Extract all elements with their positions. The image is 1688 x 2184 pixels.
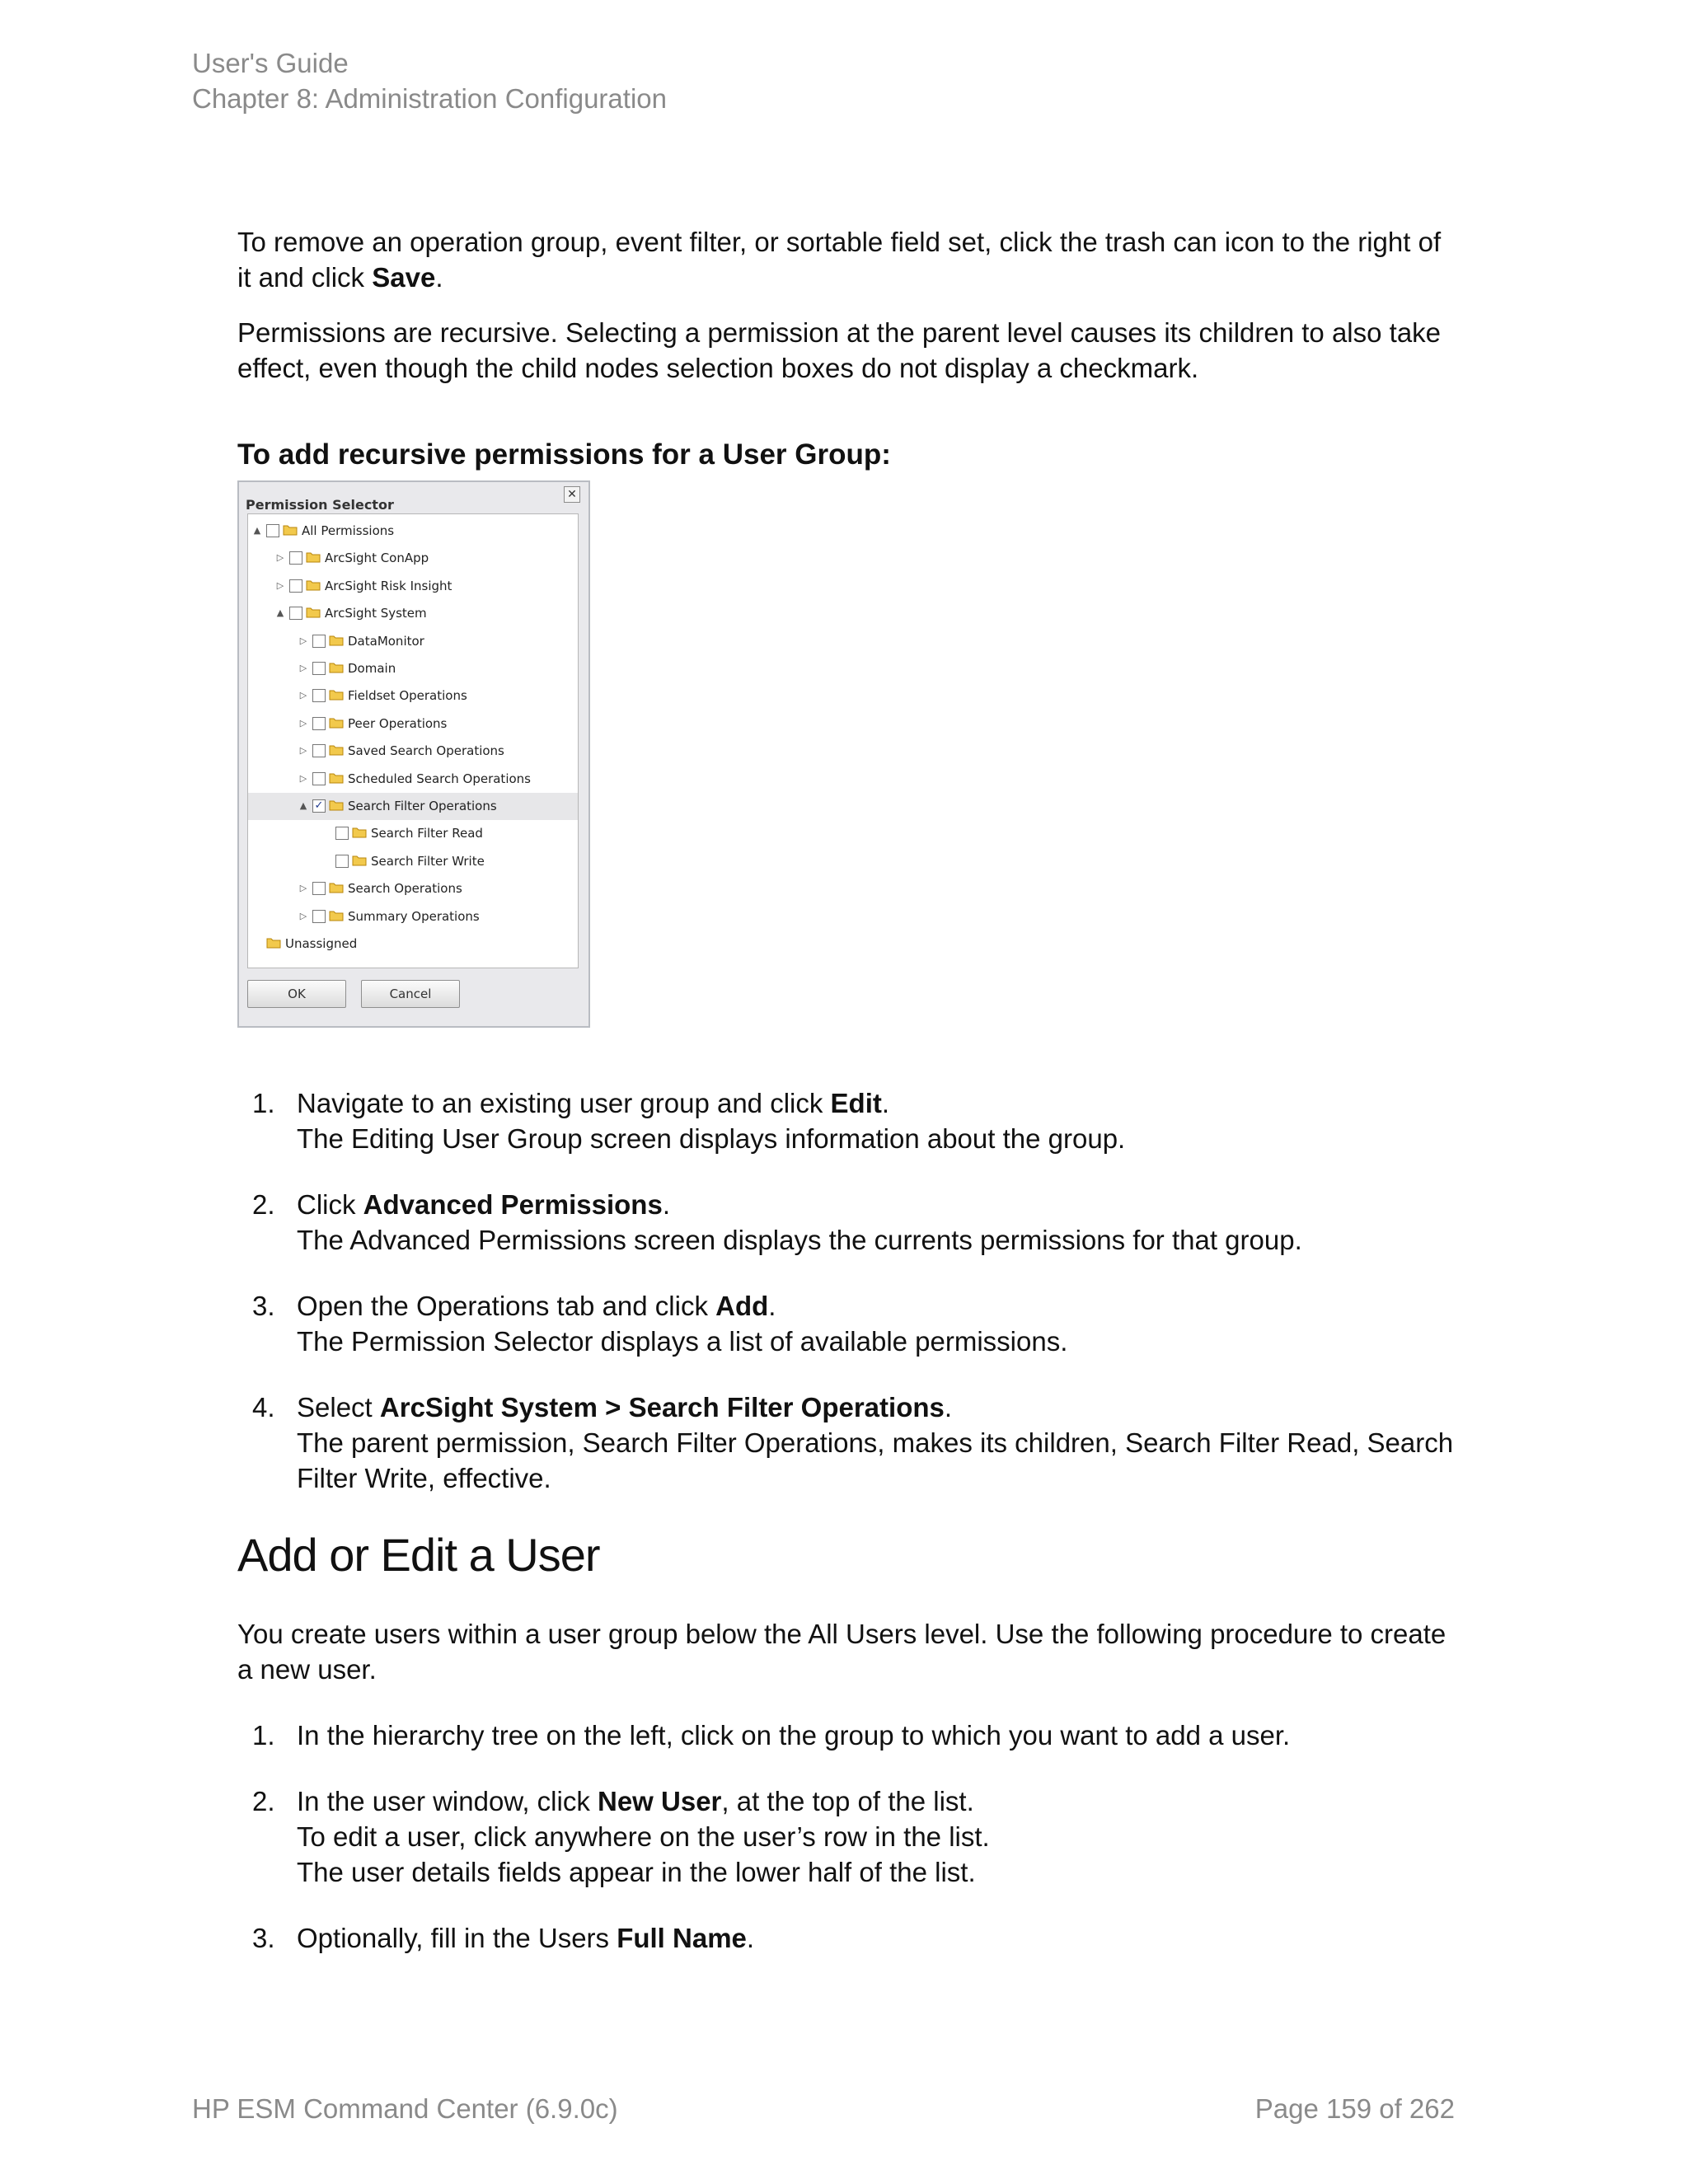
step-bold-term: Edit [830,1088,882,1118]
checkbox[interactable] [312,910,326,923]
tree-node-label: Search Filter Operations [348,799,497,813]
checkbox[interactable] [312,635,326,648]
step-text: Open the Operations tab and click [297,1291,716,1321]
expand-arrow-icon[interactable]: ▷ [299,717,307,729]
running-header [192,45,667,116]
ok-button[interactable]: OK [247,980,346,1008]
tree-node-label: Search Filter Write [371,853,485,869]
step-bold-term: Advanced Permissions [363,1189,663,1220]
tree-node-label: ArcSight ConApp [325,551,429,566]
collapse-arrow-icon[interactable]: ▲ [253,525,261,536]
tree-node[interactable] [248,793,578,820]
footer-page-number: Page 159 of 262 [1254,2093,1455,2124]
footer-product: HP ESM Command Center (6.9.0c) [192,2093,618,2124]
step-text: Navigate to an existing user group and click [297,1088,831,1118]
cancel-button[interactable]: Cancel [361,980,460,1008]
step-detail: The Permission Selector displays a list of available permissions. [297,1326,1068,1357]
folder-icon [329,743,344,756]
folder-icon [352,854,367,866]
step-text: In the user window, click [297,1786,598,1816]
collapse-arrow-icon[interactable]: ▲ [299,800,307,811]
tree-node[interactable] [248,600,578,627]
step-number: 3. [252,1923,275,1953]
procedure-steps [237,1085,1457,1496]
step-number: 1. [252,1720,275,1750]
step-bold-term: Full Name [617,1923,747,1953]
tree-node[interactable] [248,573,578,600]
step-number: 3. [252,1291,275,1321]
tree-node-label: Search Operations [348,881,462,897]
folder-icon [266,936,281,949]
step-instruction [297,1920,1457,1956]
tree-node-label: ArcSight Risk Insight [325,578,452,593]
step-detail: The user details fields appear in the lower half of the list. [297,1857,976,1887]
tree-node[interactable] [248,518,578,545]
expand-arrow-icon[interactable]: ▷ [299,772,307,784]
expand-arrow-icon[interactable]: ▷ [299,690,307,701]
step-bold-term: Add [715,1291,769,1321]
folder-icon [329,634,344,646]
close-icon[interactable]: ✕ [564,486,580,503]
tree-node-label: DataMonitor [348,633,424,649]
tree-node-label: Unassigned [285,936,358,951]
step-number: 4. [252,1392,275,1422]
dialog-title: Permission Selector [246,497,394,513]
folder-icon [306,551,321,563]
step-text-end: . [944,1392,953,1422]
step-item [237,1783,1457,1890]
checkbox[interactable] [312,772,326,785]
folder-icon [329,688,344,701]
intro-bold-save: Save [372,262,436,293]
checkbox[interactable] [312,744,326,757]
tree-node[interactable] [248,848,578,875]
folder-icon [329,661,344,673]
step-instruction [297,1187,1457,1222]
expand-arrow-icon[interactable]: ▷ [299,745,307,757]
expand-arrow-icon[interactable]: ▷ [276,579,284,591]
section-intro: You create users within a user group below the All Users level. Use the following procedure to create a new user. [237,1619,1447,1685]
folder-icon [306,606,321,618]
step-text: Optionally, fill in the Users [297,1923,617,1953]
tree-node[interactable] [248,682,578,710]
folder-icon [283,523,298,536]
step-instruction [297,1783,1457,1819]
tree-node-label: All Permissions [302,523,395,538]
main-content [237,224,1457,1986]
header-guide-title: User's Guide [192,48,349,78]
step-item [237,1288,1457,1359]
step-instruction [297,1288,1457,1324]
expand-arrow-icon[interactable]: ▷ [276,552,284,564]
tree-node[interactable] [248,820,578,847]
checkbox[interactable] [335,827,349,840]
step-text-end: . [881,1088,890,1118]
step-number: 2. [252,1786,275,1816]
tree-node[interactable] [248,930,578,958]
user-procedure-steps [237,1718,1457,1956]
procedure-title: To add recursive permissions for a User Group: [237,438,891,471]
checkbox[interactable] [266,524,279,537]
expand-arrow-icon[interactable]: ▷ [299,663,307,673]
tree-node-label: Saved Search Operations [348,743,504,759]
step-text-end: , at the top of the list. [721,1786,974,1816]
step-item [237,1718,1457,1753]
step-instruction [297,1390,1457,1425]
section-heading: Add or Edit a User [237,1529,600,1581]
checkbox[interactable] [312,662,326,675]
tree-node-label: Search Filter Read [371,826,483,841]
tree-node[interactable] [248,738,578,765]
step-item [237,1085,1457,1156]
tree-node-label: ArcSight System [325,606,427,621]
folder-icon [329,716,344,729]
step-instruction [297,1085,1457,1121]
tree-node-label: Peer Operations [348,715,448,731]
checkbox[interactable] [312,689,326,702]
checkbox[interactable] [335,855,349,868]
step-item [237,1920,1457,1956]
expand-arrow-icon[interactable]: ▷ [299,910,307,921]
step-detail: To edit a user, click anywhere on the user’s row in the list. [297,1821,990,1852]
step-item [237,1187,1457,1258]
step-detail: The parent permission, Search Filter Operations, makes its children, Search Filter Read, Search Filter Write, effective. [297,1427,1454,1493]
step-bold-term: New User [598,1786,722,1816]
step-text-end: . [662,1189,670,1220]
tree-node[interactable] [248,766,578,793]
intro-text: To remove an operation group, event filter, or sortable field set, click the trash can icon to the right of it and click [237,227,1442,293]
expand-arrow-icon[interactable]: ▷ [299,883,307,894]
checkbox[interactable] [289,607,302,620]
permission-selector-dialog [237,480,590,1028]
intro-end: . [435,262,443,293]
step-bold-term: ArcSight System > Search Filter Operations [379,1392,945,1422]
step-detail: The Editing User Group screen displays information about the group. [297,1123,1126,1154]
checkbox[interactable]: ✓ [312,799,326,813]
folder-icon [329,881,344,893]
step-item [237,1390,1457,1496]
folder-icon [352,826,367,838]
tree-node[interactable] [248,875,578,902]
step-detail: The Advanced Permissions screen displays the currents permissions for that group. [297,1225,1302,1255]
tree-node-label: Domain [348,661,396,676]
step-number: 2. [252,1189,275,1220]
expand-arrow-icon[interactable]: ▷ [299,635,307,646]
intro-paragraph-1 [237,224,1457,295]
tree-node-label: Fieldset Operations [348,688,467,704]
permission-tree [247,513,579,968]
header-chapter-title: Chapter 8: Administration Configuration [192,83,667,114]
checkbox[interactable] [312,717,326,730]
folder-icon [329,799,344,811]
tree-node[interactable] [248,903,578,930]
step-text-end: . [768,1291,776,1321]
folder-icon [329,909,344,921]
step-instruction: In the hierarchy tree on the left, click on the group to which you want to add a user. [297,1720,1291,1750]
folder-icon [329,771,344,784]
step-text-end: . [746,1923,755,1953]
tree-node-label: Summary Operations [348,908,480,924]
tree-node-label: Scheduled Search Operations [348,771,531,786]
intro-paragraph-2: Permissions are recursive. Selecting a permission at the parent level causes its children to also take effect, even though the child nodes selection boxes do not display a checkmark. [237,317,1442,383]
tree-node[interactable] [248,655,578,682]
checkbox[interactable] [289,551,302,565]
checkbox[interactable] [312,882,326,895]
step-number: 1. [252,1088,275,1118]
collapse-arrow-icon[interactable]: ▲ [276,607,284,619]
step-text: Click [297,1189,363,1220]
step-text: Select [297,1392,380,1422]
tree-node[interactable] [248,545,578,572]
folder-icon [306,579,321,591]
checkbox[interactable] [289,579,302,593]
tree-node[interactable] [248,710,578,738]
tree-node[interactable] [248,628,578,655]
